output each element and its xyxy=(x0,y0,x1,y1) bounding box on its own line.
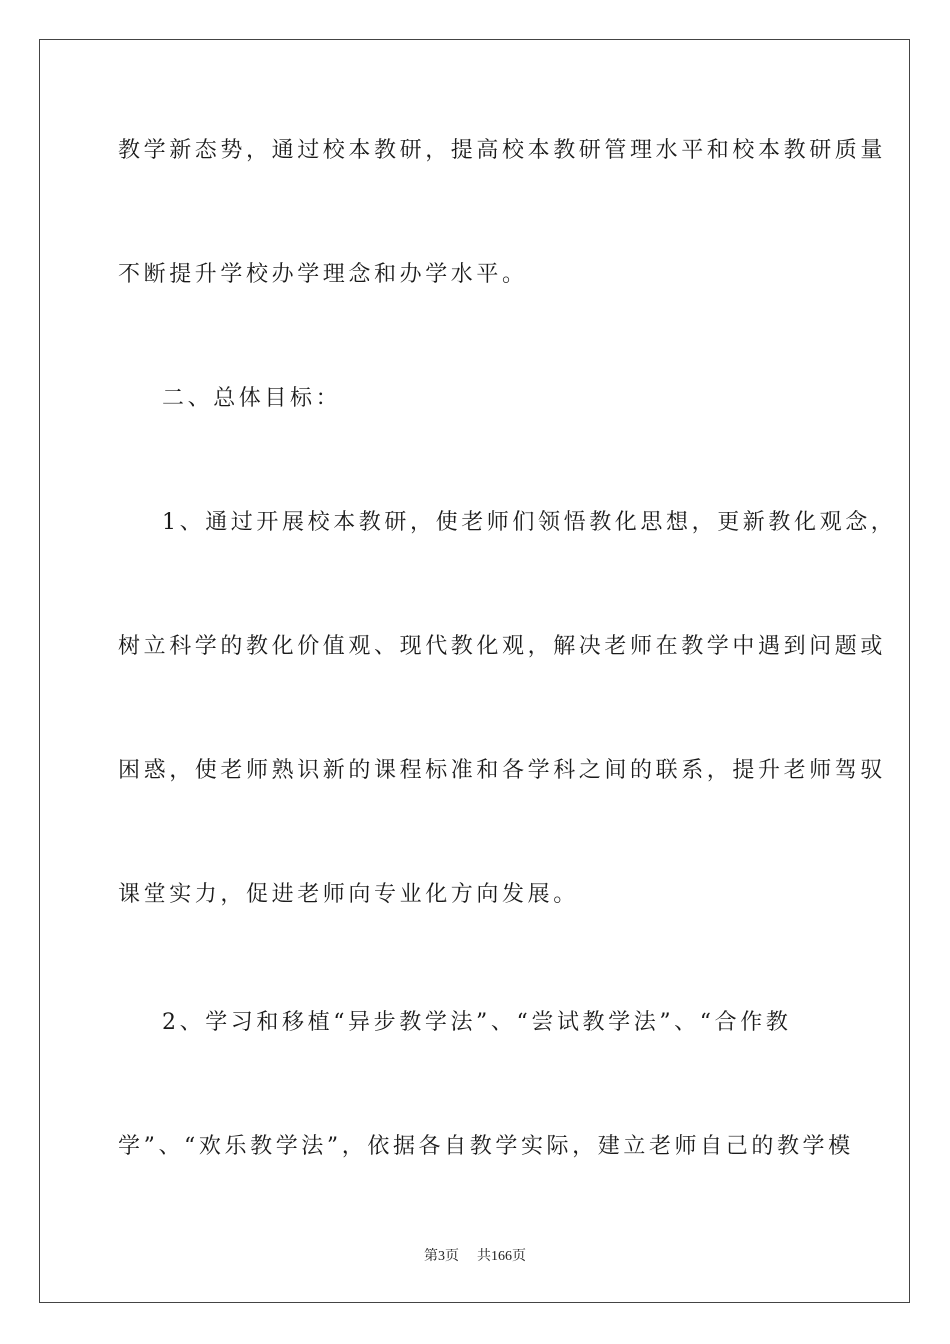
page-frame xyxy=(39,39,910,1303)
body-text-line: 树立科学的教化价值观、现代教化观，解决老师在教学中遇到问题或 xyxy=(118,634,887,659)
body-text-line: 课堂实力，促进老师向专业化方向发展。 xyxy=(118,882,579,907)
body-text-line: 困惑，使老师熟识新的课程标准和各学科之间的联系，提升老师驾驭 xyxy=(118,758,887,783)
section-heading: 二、总体目标： xyxy=(162,386,342,411)
body-text-line: 学”、“欢乐教学法”，依据各自教学实际，建立老师自己的教学模 xyxy=(118,1134,854,1159)
body-text-line: 2、学习和移植“异步教学法”、“尝试教学法”、“合作教 xyxy=(162,1010,792,1035)
body-text-line: 1、通过开展校本教研，使老师们领悟教化思想，更新教化观念， xyxy=(162,510,897,535)
page-total: 共166页 xyxy=(477,1249,526,1264)
body-text-line: 不断提升学校办学理念和办学水平。 xyxy=(118,262,528,287)
body-text-line: 教学新态势，通过校本教研，提高校本教研管理水平和校本教研质量 xyxy=(118,138,887,163)
page-number: 第3页 xyxy=(424,1249,459,1264)
page-footer xyxy=(0,1248,950,1266)
